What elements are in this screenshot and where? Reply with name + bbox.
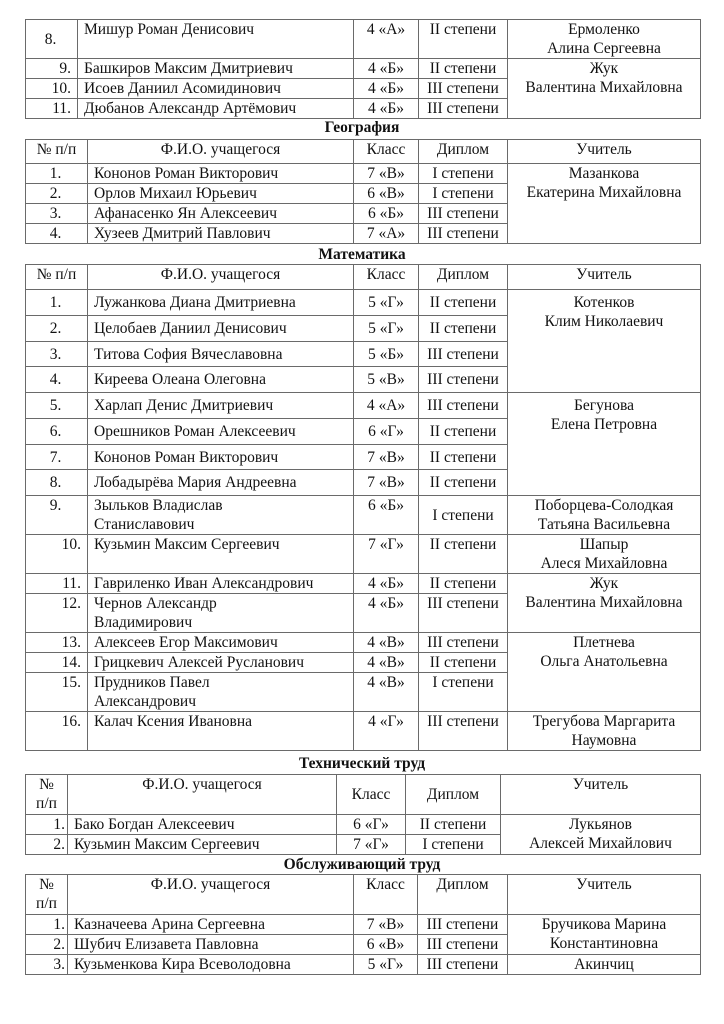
diploma-degree: II степени	[419, 419, 508, 445]
row-number: 11.	[26, 574, 88, 594]
row-number: 7.	[26, 445, 88, 470]
student-class: 4 «В»	[354, 653, 419, 673]
teacher-name: Лукьянов Алексей Михайлович	[501, 815, 701, 855]
column-header-name: Ф.И.О. учащегося	[88, 265, 354, 290]
diploma-degree: I степени	[419, 164, 508, 184]
student-class: 5 «Б»	[354, 342, 419, 367]
student-class: 6 «Г»	[337, 815, 406, 835]
diploma-degree: III степени	[419, 204, 508, 224]
diploma-degree: I степени	[406, 835, 501, 855]
student-class: 4 «Б»	[354, 574, 419, 594]
table-header-row	[26, 875, 701, 915]
student-name: Хузеев Дмитрий Павлович	[88, 224, 354, 244]
column-header-name: Ф.И.О. учащегося	[68, 775, 337, 815]
table-row	[26, 955, 701, 975]
diploma-degree: II степени	[419, 535, 508, 574]
diploma-degree: I степени	[419, 184, 508, 204]
student-class: 4 «В»	[354, 633, 419, 653]
student-class: 4 «В»	[354, 673, 419, 712]
diploma-degree: III степени	[419, 99, 508, 119]
row-number: 9.	[26, 59, 78, 79]
column-header-diploma: Диплом	[406, 775, 501, 815]
geography-table	[25, 139, 701, 244]
student-name: Башкиров Максим Дмитриевич	[78, 59, 354, 79]
table-row	[26, 393, 701, 419]
student-class: 6 «Г»	[354, 419, 419, 445]
diploma-degree: II степени	[419, 445, 508, 470]
row-number: 12.	[26, 594, 88, 633]
teacher-name: Ермоленко Алина Сергеевна	[508, 20, 701, 59]
table-row	[26, 535, 701, 574]
diploma-degree: II степени	[419, 290, 508, 316]
student-name: Кононов Роман Викторович	[88, 164, 354, 184]
column-header-diploma: Диплом	[419, 140, 508, 164]
table-row	[26, 815, 701, 835]
student-name: Прудников Павел Александрович	[88, 673, 354, 712]
row-number: 3.	[26, 955, 68, 975]
diploma-degree: III степени	[419, 633, 508, 653]
table-header-row	[26, 140, 701, 164]
diploma-degree: III степени	[419, 393, 508, 419]
student-name: Кононов Роман Викторович	[88, 445, 354, 470]
student-class: 5 «Г»	[354, 316, 419, 342]
student-class: 4 «Б»	[354, 79, 419, 99]
row-number: 13.	[26, 633, 88, 653]
column-header-class: Класс	[354, 875, 418, 915]
student-class: 7 «В»	[354, 470, 419, 496]
continuation-table	[25, 19, 701, 119]
student-name: Мишур Роман Денисович	[78, 20, 354, 59]
column-header-number: № п/п	[26, 140, 88, 164]
student-class: 6 «В»	[354, 935, 418, 955]
table-row	[26, 712, 701, 751]
row-number: 11.	[26, 99, 78, 119]
diploma-degree: III степени	[418, 915, 508, 935]
row-number: 1.	[26, 815, 68, 835]
row-number: 2.	[26, 935, 68, 955]
student-name: Лобадырёва Мария Андреевна	[88, 470, 354, 496]
column-header-class: Класс	[337, 775, 406, 815]
column-header-number: № п/п	[26, 875, 68, 915]
column-header-teacher: Учитель	[508, 875, 701, 915]
student-name: Кузьмин Максим Сергеевич	[88, 535, 354, 574]
student-name: Зыльков Владислав Станиславович	[88, 496, 354, 535]
table-header-row	[26, 775, 701, 815]
section-title-service-labor: Обслуживающий труд	[283, 856, 441, 873]
student-class: 6 «В»	[354, 184, 419, 204]
student-class: 4 «Б»	[354, 59, 419, 79]
student-name: Гавриленко Иван Александрович	[88, 574, 354, 594]
row-number: 1.	[26, 290, 88, 316]
row-number: 14.	[26, 653, 88, 673]
student-name: Бако Богдан Алексеевич	[68, 815, 337, 835]
column-header-teacher: Учитель	[508, 140, 701, 164]
diploma-degree: III степени	[419, 224, 508, 244]
table-header-row	[26, 265, 701, 290]
service-labor-table	[25, 874, 701, 975]
row-number: 10.	[26, 79, 78, 99]
teacher-name: Трегубова Маргарита Наумовна	[508, 712, 701, 751]
diploma-degree: II степени	[419, 574, 508, 594]
section-title-tech-labor: Технический труд	[298, 755, 426, 772]
row-number: 2.	[26, 316, 88, 342]
math-table	[25, 264, 701, 751]
table-row	[26, 20, 701, 59]
diploma-degree: III степени	[419, 342, 508, 367]
teacher-name: Шапыр Алеся Михайловна	[508, 535, 701, 574]
row-number: 16.	[26, 712, 88, 751]
row-number: 6.	[26, 419, 88, 445]
section-title-geography: География	[324, 119, 400, 136]
column-header-number: № п/п	[26, 265, 88, 290]
column-header-name: Ф.И.О. учащегося	[68, 875, 354, 915]
student-class: 7 «В»	[354, 445, 419, 470]
teacher-name: Жук Валентина Михайловна	[508, 574, 701, 633]
student-name: Титова София Вячеславовна	[88, 342, 354, 367]
diploma-degree: II степени	[419, 59, 508, 79]
teacher-name: Жук Валентина Михайловна	[508, 59, 701, 119]
diploma-degree: II степени	[419, 316, 508, 342]
student-class: 4 «А»	[354, 393, 419, 419]
table-row	[26, 633, 701, 653]
student-name: Орешников Роман Алексеевич	[88, 419, 354, 445]
diploma-degree: III степени	[418, 935, 508, 955]
student-name: Казначеева Арина Сергеевна	[68, 915, 354, 935]
teacher-name: Поборцева-Солодкая Татьяна Васильевна	[508, 496, 701, 535]
row-number: 3.	[26, 204, 88, 224]
row-number: 4.	[26, 367, 88, 393]
student-name: Калач Ксения Ивановна	[88, 712, 354, 751]
student-class: 5 «Г»	[354, 290, 419, 316]
diploma-degree: III степени	[419, 367, 508, 393]
student-name: Афанасенко Ян Алексеевич	[88, 204, 354, 224]
student-class: 6 «Б»	[354, 204, 419, 224]
student-class: 4 «Б»	[354, 99, 419, 119]
column-header-teacher: Учитель	[508, 265, 701, 290]
section-title-math: Математика	[318, 246, 406, 263]
row-number: 5.	[26, 393, 88, 419]
student-name: Чернов Александр Владимирович	[88, 594, 354, 633]
row-number: 15.	[26, 673, 88, 712]
row-number: 3.	[26, 342, 88, 367]
student-name: Киреева Олеана Олеговна	[88, 367, 354, 393]
tech-labor-table	[25, 774, 701, 855]
student-name: Шубич Елизавета Павловна	[68, 935, 354, 955]
student-name: Грицкевич Алексей Русланович	[88, 653, 354, 673]
student-class: 4 «А»	[354, 20, 419, 59]
column-header-name: Ф.И.О. учащегося	[88, 140, 354, 164]
student-class: 7 «В»	[354, 164, 419, 184]
teacher-name: Плетнева Ольга Анатольевна	[508, 633, 701, 712]
student-class: 6 «Б»	[354, 496, 419, 535]
row-number: 1.	[26, 164, 88, 184]
diploma-degree: I степени	[419, 673, 508, 712]
row-number: 10.	[26, 535, 88, 574]
student-name: Исоев Даниил Асомидинович	[78, 79, 354, 99]
student-class: 4 «Б»	[354, 594, 419, 633]
column-header-teacher: Учитель	[501, 775, 701, 815]
teacher-name: Акинчиц	[508, 955, 701, 975]
table-row	[26, 496, 701, 535]
table-row	[26, 574, 701, 594]
student-name: Харлап Денис Дмитриевич	[88, 393, 354, 419]
row-number: 8.	[26, 470, 88, 496]
teacher-name: Бегунова Елена Петровна	[508, 393, 701, 496]
table-row	[26, 59, 701, 79]
column-header-diploma: Диплом	[419, 265, 508, 290]
column-header-diploma: Диплом	[418, 875, 508, 915]
diploma-degree: III степени	[419, 79, 508, 99]
student-class: 7 «Г»	[337, 835, 406, 855]
row-number: 9.	[26, 496, 88, 535]
student-class: 7 «А»	[354, 224, 419, 244]
student-name: Целобаев Даниил Денисович	[88, 316, 354, 342]
row-number: 2.	[26, 835, 68, 855]
teacher-name: Бручикова Марина Константиновна	[508, 915, 701, 955]
column-header-class: Класс	[354, 140, 419, 164]
student-name: Кузьменкова Кира Всеволодовна	[68, 955, 354, 975]
column-header-class: Класс	[354, 265, 419, 290]
table-row	[26, 164, 701, 184]
row-number: 2.	[26, 184, 88, 204]
diploma-degree: II степени	[406, 815, 501, 835]
student-class: 7 «В»	[354, 915, 418, 935]
student-class: 4 «Г»	[354, 712, 419, 751]
student-name: Кузьмин Максим Сергеевич	[68, 835, 337, 855]
table-row	[26, 915, 701, 935]
diploma-degree: III степени	[419, 712, 508, 751]
column-header-number: № п/п	[26, 775, 68, 815]
student-name: Дюбанов Александр Артёмович	[78, 99, 354, 119]
diploma-degree: III степени	[418, 955, 508, 975]
row-number: 1.	[26, 915, 68, 935]
diploma-degree: II степени	[419, 653, 508, 673]
student-class: 7 «Г»	[354, 535, 419, 574]
student-class: 5 «Г»	[354, 955, 418, 975]
teacher-name: Котенков Клим Николаевич	[508, 290, 701, 393]
student-class: 5 «В»	[354, 367, 419, 393]
teacher-name: Мазанкова Екатерина Михайловна	[508, 164, 701, 244]
row-number: 4.	[26, 224, 88, 244]
diploma-degree: I степени	[419, 496, 508, 535]
row-number: 8.	[26, 20, 78, 59]
diploma-degree: II степени	[419, 20, 508, 59]
diploma-degree: III степени	[419, 594, 508, 633]
student-name: Алексеев Егор Максимович	[88, 633, 354, 653]
table-row	[26, 290, 701, 316]
student-name: Лужанкова Диана Дмитриевна	[88, 290, 354, 316]
student-name: Орлов Михаил Юрьевич	[88, 184, 354, 204]
diploma-degree: II степени	[419, 470, 508, 496]
